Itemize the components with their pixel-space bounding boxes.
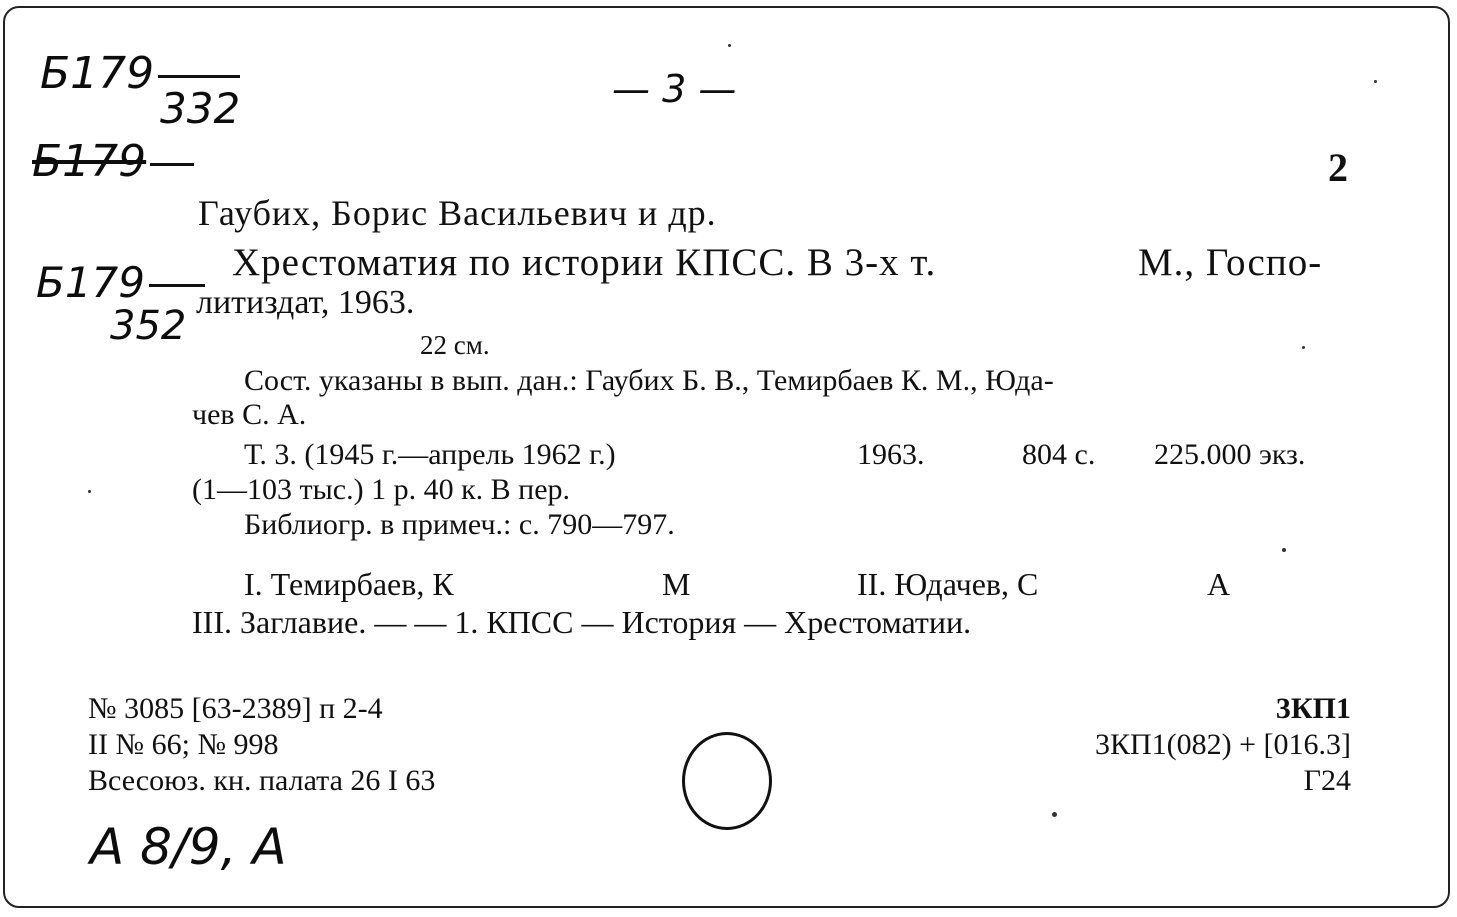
title-line-2: литиздат, 1963. bbox=[196, 284, 415, 321]
tracings-line-2: III. Заглавие. — — 1. КПСС — История — Хрестоматии. bbox=[192, 604, 972, 640]
scan-speck bbox=[88, 490, 91, 493]
tracing-2: II. Юдачев, С bbox=[857, 566, 1039, 602]
tracing-2-initial: А bbox=[1207, 566, 1231, 602]
scan-speck bbox=[1374, 80, 1377, 83]
size: 22 см. bbox=[420, 330, 490, 360]
footer-left-line-1: № 3085 [63-2389] п 2-4 bbox=[88, 692, 383, 725]
handwritten-shelfmark-1: Б179 bbox=[40, 52, 240, 96]
volume-copies: 225.000 экз. bbox=[1154, 438, 1306, 471]
title-line-1: Хрестоматия по истории КПСС. В 3-х т. bbox=[232, 241, 937, 284]
handwritten-shelfmark-3-sub: 352 bbox=[110, 303, 187, 349]
tracing-1: I. Темирбаев, К bbox=[244, 566, 454, 602]
compilers-line-1: Сост. указаны в вып. дан.: Гаубих Б. В., Темирбаев К. М., Юда- bbox=[244, 364, 1054, 397]
footer-left-line-3: Всесоюз. кн. палата 26 I 63 bbox=[88, 764, 436, 797]
handwritten-shelfmark-3: Б179 bbox=[36, 262, 205, 304]
handwritten-shelfmark-1-sub: 332 bbox=[160, 84, 241, 133]
scan-speck bbox=[1302, 346, 1305, 349]
footer-left-line-2: II № 66; № 998 bbox=[88, 728, 279, 761]
volume-pages: 804 с. bbox=[1022, 438, 1096, 471]
punch-hole bbox=[682, 732, 772, 830]
scan-speck bbox=[1052, 812, 1057, 817]
footer-right-line-1: 3КП1 bbox=[1275, 692, 1351, 725]
footer-right-line-2: 3КП1(082) + [016.3] bbox=[1094, 728, 1351, 761]
card-number: 2 bbox=[1328, 145, 1348, 190]
footer-right-line-3: Г24 bbox=[1303, 764, 1351, 797]
volume-part: Т. 3. (1945 г.—апрель 1962 г.) bbox=[244, 438, 616, 471]
scan-speck bbox=[728, 44, 731, 47]
author-heading: Гаубих, Борис Васильевич и др. bbox=[198, 193, 717, 233]
volume-line-2: (1—103 тыс.) 1 р. 40 к. В пер. bbox=[192, 473, 571, 506]
handwritten-bottom-note: А 8/9, А bbox=[90, 818, 287, 876]
handwritten-shelfmark-2-struck: Б179 bbox=[32, 140, 194, 184]
handwritten-page-mark: — 3 — bbox=[612, 67, 737, 111]
title-place: М., Госпо- bbox=[1138, 241, 1323, 284]
scan-speck bbox=[1282, 548, 1286, 552]
tracing-1-initial: М bbox=[662, 566, 691, 602]
compilers-line-2: чев С. А. bbox=[192, 398, 307, 431]
volume-year: 1963. bbox=[857, 438, 925, 471]
bibliography-note: Библиогр. в примеч.: с. 790—797. bbox=[244, 508, 675, 541]
